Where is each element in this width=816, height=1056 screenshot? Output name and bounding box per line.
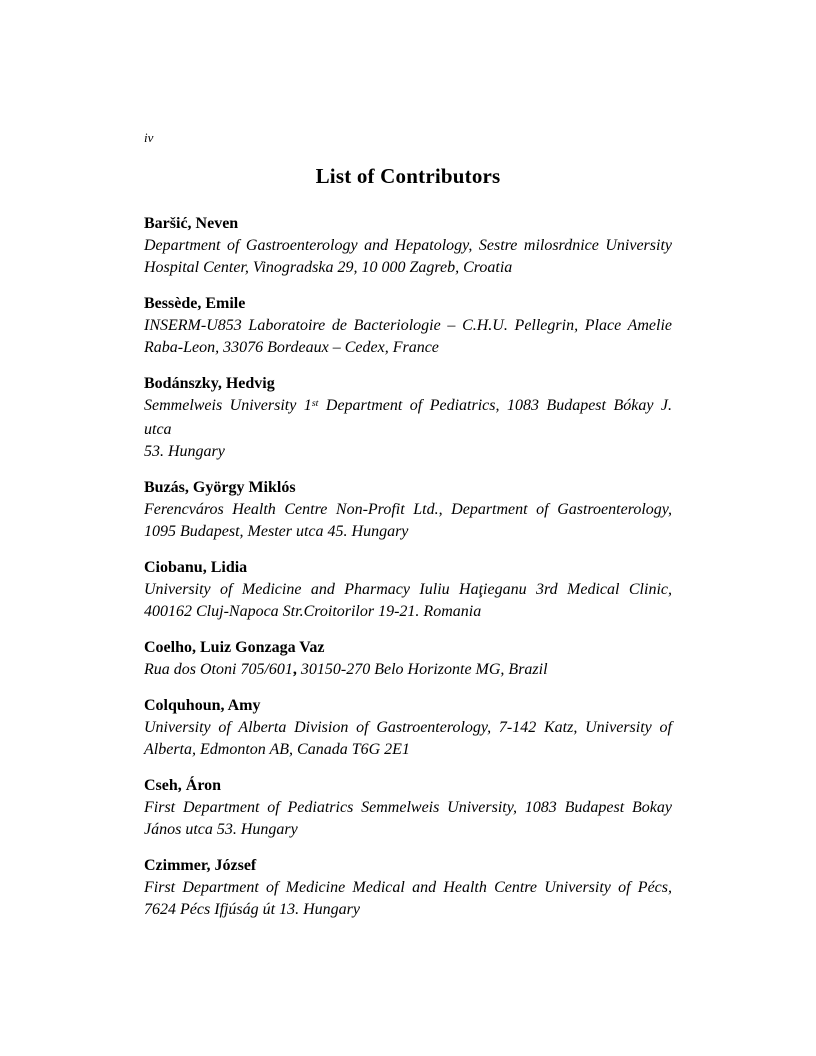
affiliation-line: 53. Hungary <box>144 443 225 460</box>
contributor-affiliation <box>144 395 672 463</box>
contributor-entry <box>144 373 672 463</box>
contributor-entry <box>144 695 672 761</box>
affiliation-line: First Department of Medicine Medical and Health Centre University of Pécs, <box>144 879 672 896</box>
affiliation-text: Semmelweis University 1 <box>144 397 312 414</box>
contributor-name: Coelho, Luiz Gonzaga Vaz <box>144 639 325 656</box>
contributor-entry <box>144 213 672 279</box>
contributor-name: Baršić, Neven <box>144 215 239 232</box>
contributor-entry <box>144 477 672 543</box>
contributor-name: Ciobanu, Lidia <box>144 559 248 576</box>
page-title: List of Contributors <box>315 164 501 188</box>
affiliation-line <box>144 395 672 441</box>
contributor-entry <box>144 293 672 359</box>
contributor-name: Czimmer, József <box>144 857 257 874</box>
contributor-affiliation <box>144 877 672 921</box>
affiliation-line: Raba-Leon, 33076 Bordeaux – Cedex, France <box>144 339 439 356</box>
contributor-name: Cseh, Áron <box>144 777 222 794</box>
affiliation-line: INSERM-U853 Laboratoire de Bacteriologie – C.H.U. Pellegrin, Place Amelie <box>144 317 672 334</box>
page-number: iv <box>144 130 154 145</box>
contributor-affiliation <box>144 499 672 543</box>
affiliation-line: University of Alberta Division of Gastroenterology, 7-142 Katz, University of <box>144 719 672 736</box>
contributor-name: Bodánszky, Hedvig <box>144 375 275 392</box>
affiliation-line: University of Medicine and Pharmacy Iuliu Haţieganu 3rd Medical Clinic, <box>144 581 672 598</box>
contributor-name: Bessède, Emile <box>144 295 246 312</box>
affiliation-text: Rua dos Otoni 705/601 <box>144 661 293 678</box>
contributor-entry <box>144 637 672 681</box>
contributor-list <box>144 213 672 921</box>
affiliation-line: János utca 53. Hungary <box>144 821 298 838</box>
contributor-affiliation <box>144 659 672 681</box>
affiliation-line: Alberta, Edmonton AB, Canada T6G 2E1 <box>144 741 410 758</box>
affiliation-line: Department of Gastroenterology and Hepatology, Sestre milosrdnice University <box>144 237 672 254</box>
contributor-affiliation <box>144 235 672 279</box>
affiliation-text: 30150-270 Belo Horizonte MG, Brazil <box>296 661 548 678</box>
contributor-entry <box>144 775 672 841</box>
affiliation-line <box>144 659 672 681</box>
contributor-affiliation <box>144 797 672 841</box>
affiliation-line: Hospital Center, Vinogradska 29, 10 000 Zagreb, Croatia <box>144 259 513 276</box>
superscript-ordinal: st <box>311 397 319 409</box>
affiliation-line: First Department of Pediatrics Semmelweis University, 1083 Budapest Bokay <box>144 799 672 816</box>
contributor-affiliation <box>144 717 672 761</box>
affiliation-text: Department of Pediatrics, 1083 Budapest Bókay J. utca <box>144 397 673 438</box>
affiliation-line: Ferencváros Health Centre Non-Profit Ltd., Department of Gastroenterology, <box>144 501 672 518</box>
contributor-affiliation <box>144 579 672 623</box>
contributor-entry <box>144 557 672 623</box>
affiliation-line: 7624 Pécs Ifjúság út 13. Hungary <box>144 901 360 918</box>
bold-comma: , <box>292 661 297 678</box>
affiliation-line: 400162 Cluj-Napoca Str.Croitorilor 19-21. Romania <box>144 603 482 620</box>
contributor-name: Colquhoun, Amy <box>144 697 261 714</box>
contributor-affiliation <box>144 315 672 359</box>
affiliation-line: 1095 Budapest, Mester utca 45. Hungary <box>144 523 409 540</box>
contributor-entry <box>144 855 672 921</box>
contributor-name: Buzás, György Miklós <box>144 479 296 496</box>
